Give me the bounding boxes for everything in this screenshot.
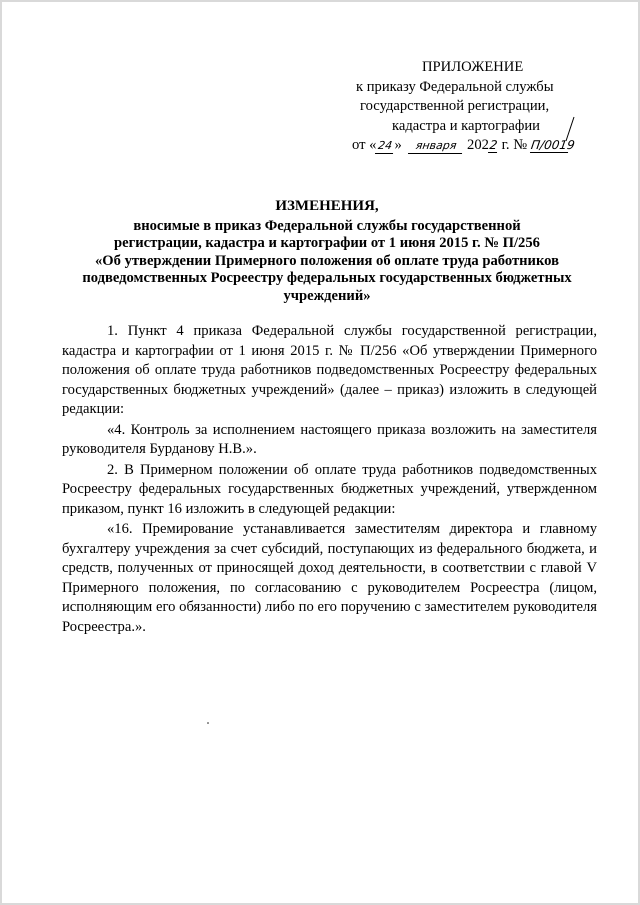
heading-line-1: вносимые в приказ Федеральной службы государственной: [133, 217, 521, 234]
appendix-block: [342, 58, 592, 156]
heading-line-4: подведомственных Росреестру федеральных государственных бюджетных: [82, 270, 572, 286]
heading-title: ИЗМЕНЕНИЯ,: [275, 198, 379, 214]
handwritten-order-number: П/0019: [529, 138, 576, 152]
handwritten-year-digit: 2: [488, 138, 499, 152]
paragraph-4: «16. Премирование устанавливается заместителям директора и главному бухгалтеру учреждения за счет субсидий, поступающих из федерального бюджета, и средств, полученных от приносящей доход деятельности, в соответствии с главой V Примерного положения, по согласованию с руководителем Росреестра (лицом, исполняющим его обязанности) либо по его поручению с заместителем руководителя Росреестра.».: [62, 521, 597, 635]
scan-speck: [207, 722, 209, 724]
paragraph-2: «4. Контроль за исполнением настоящего приказа возложить на заместителя руководителя Бурданову Н.В.».: [62, 421, 597, 457]
appendix-line-2: государственной регистрации,: [360, 98, 550, 114]
appendix-title: ПРИЛОЖЕНИЕ: [422, 59, 524, 75]
handwritten-stroke-icon: [564, 116, 576, 142]
handwritten-month: января: [408, 139, 464, 154]
date-year-prefix: 202: [467, 137, 489, 153]
handwritten-day: 24: [375, 139, 395, 154]
heading-line-5: учреждений»: [283, 287, 371, 304]
appendix-line-1: к приказу Федеральной службы: [356, 78, 554, 95]
paragraph-3: 2. В Примерном положении об оплате труда работников подведомственных Росреестру федеральных государственных бюджетных учреждений, утвержденном приказом, пункт 16 изложить в следующей редакции:: [62, 461, 597, 517]
appendix-date-line: [352, 136, 592, 156]
paragraph-1: 1. Пункт 4 приказа Федеральной службы государственной регистрации, кадастра и картографии от 1 июня 2015 г. № П/256 «Об утверждении Примерного положения об оплате труда работников подведомственных Росреестру федеральных государственных бюджетных учреждений» (далее – приказ) изложить в следующей редакции:: [62, 323, 597, 417]
document-body: [62, 322, 597, 637]
date-year-suffix: г. №: [501, 137, 528, 153]
appendix-line-3: кадастра и картографии: [392, 117, 540, 134]
date-prefix: от «: [352, 137, 377, 153]
heading-line-3: «Об утверждении Примерного положения об оплате труда работников: [95, 252, 559, 269]
heading-line-2: регистрации, кадастра и картографии от 1 июня 2015 г. № П/256: [114, 235, 540, 251]
date-close-quote: »: [394, 137, 402, 153]
changes-heading: [62, 198, 592, 305]
